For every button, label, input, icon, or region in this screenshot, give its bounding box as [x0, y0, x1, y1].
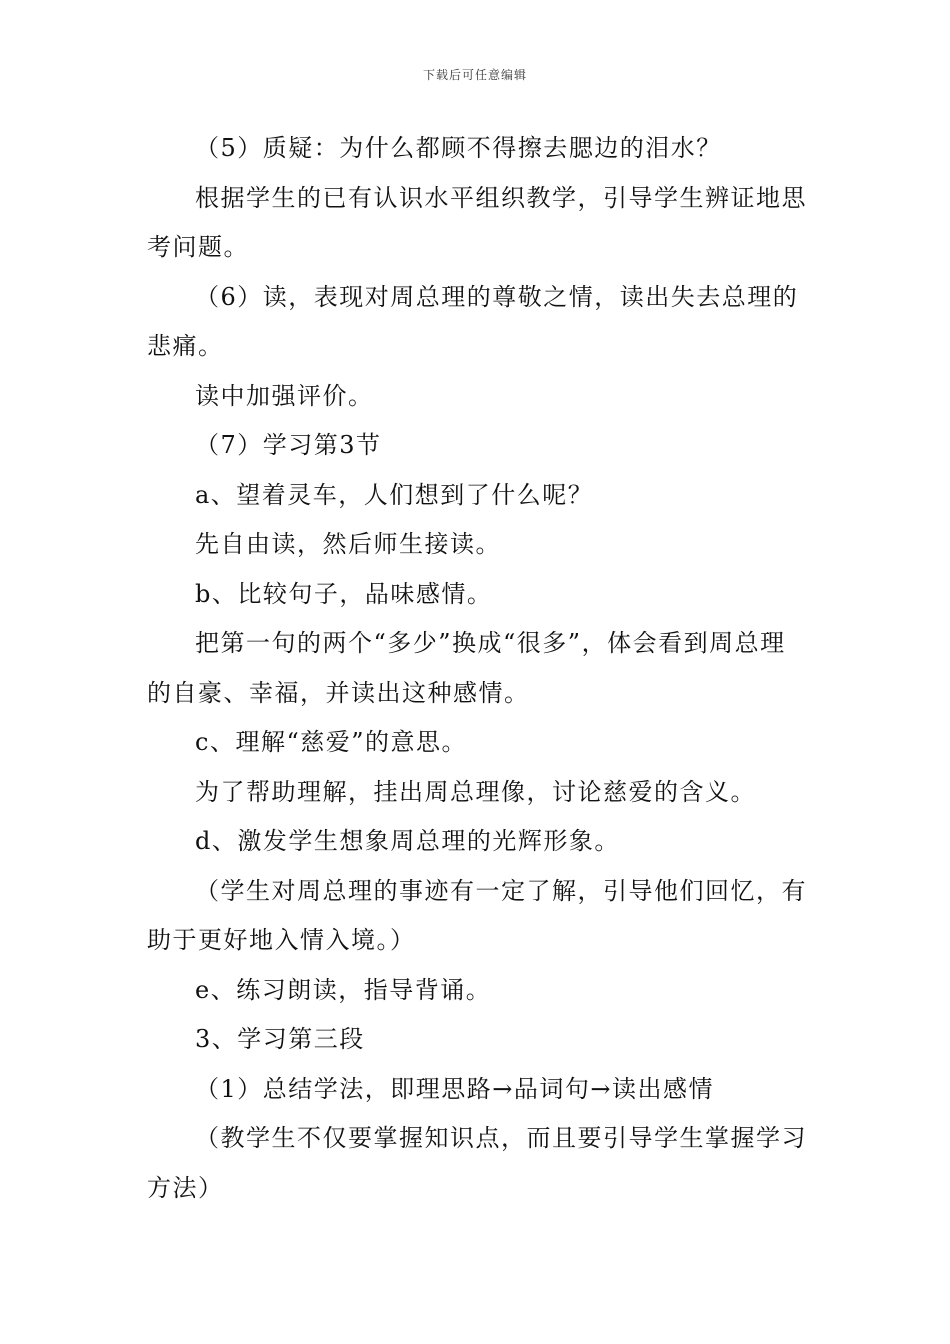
- body-text: [147, 124, 809, 1213]
- paragraph: 3、学习第三段: [195, 1025, 365, 1053]
- header-note: 下载后可任意编辑: [422, 68, 527, 82]
- paragraph: （1）总结学法，即理思路→品词句→读出感情: [195, 1074, 714, 1103]
- paragraph: （教学生不仅要掌握知识点，而且要引导学生掌握学习方法）: [147, 1124, 807, 1202]
- paragraph: 读中加强评价。: [195, 381, 374, 410]
- paragraph: 为了帮助理解，挂出周总理像，讨论慈爱的含义。: [195, 777, 756, 806]
- paragraph: （6）读，表现对周总理的尊敬之情，读出失去总理的悲痛。: [147, 282, 799, 360]
- paragraph: b、比较句子，品味感情。: [195, 579, 493, 608]
- paragraph: 先自由读，然后师生接读。: [195, 530, 501, 558]
- paragraph: （学生对周总理的事迹有一定了解，引导他们回忆，有助于更好地入情入境。）: [147, 876, 807, 954]
- paragraph: （7）学习第3节: [195, 431, 382, 459]
- paragraph: 根据学生的已有认识水平组织教学，引导学生辨证地思考问题。: [147, 183, 807, 261]
- paragraph: 把第一句的两个“多少”换成“很多”，体会看到周总理的自豪、幸福，并读出这种感情。: [147, 629, 786, 707]
- paragraph: （5）质疑：为什么都顾不得擦去腮边的泪水？: [195, 134, 722, 162]
- paragraph: d、激发学生想象周总理的光辉形象。: [195, 827, 620, 855]
- paragraph: a、望着灵车，人们想到了什么呢？: [195, 480, 594, 509]
- paragraph: e、练习朗读，指导背诵。: [195, 975, 492, 1004]
- paragraph: c、理解“慈爱”的意思。: [195, 728, 467, 756]
